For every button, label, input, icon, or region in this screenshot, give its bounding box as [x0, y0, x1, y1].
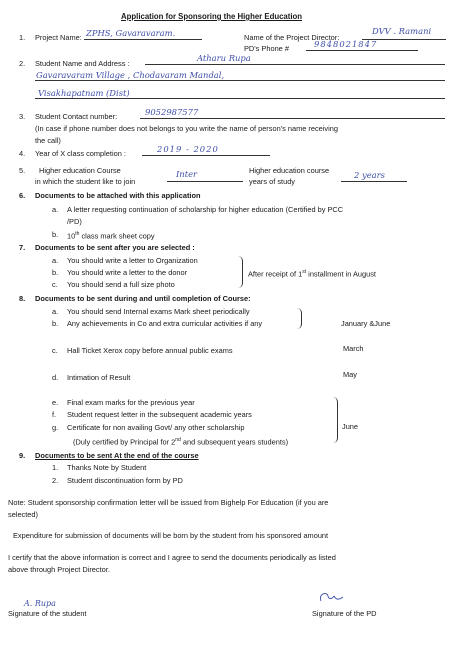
- student-name-line: [145, 64, 445, 65]
- student-name-value[interactable]: Atharu Rupa: [197, 53, 251, 63]
- course-label-cont: in which the student like to join: [35, 177, 136, 186]
- section-heading: Documents to be sent At the end of the course: [35, 451, 199, 460]
- item-number: 4.: [19, 149, 26, 158]
- years-label-cont: years of study: [249, 177, 296, 186]
- project-name-line: [84, 39, 202, 40]
- list-item: Thanks Note by Student: [67, 463, 147, 472]
- list-letter: c.: [52, 346, 58, 355]
- address-line: [35, 98, 445, 99]
- item-number: 1.: [19, 33, 26, 42]
- year-label: Year of X class completion :: [35, 149, 126, 158]
- list-item: Student discontinuation form by PD: [67, 476, 183, 485]
- confirmation-note-cont: selected): [8, 510, 38, 519]
- list-letter: g.: [52, 423, 59, 432]
- section-heading: Documents to be sent during and until completion of Course:: [35, 294, 251, 303]
- course-value[interactable]: Inter: [176, 169, 198, 179]
- brace: [297, 308, 302, 329]
- list-item: A letter requesting continuation of scholarship for higher education (Certified by PCC: [67, 205, 344, 214]
- brace: [332, 397, 338, 443]
- brace: [238, 256, 243, 288]
- page-title: Application for Sponsoring the Higher Education: [121, 12, 303, 21]
- timing: January &June: [341, 319, 391, 328]
- list-letter: b.: [52, 319, 59, 328]
- student-name-label: Student Name and Address :: [35, 59, 130, 68]
- contact-value[interactable]: 9052987577: [145, 107, 199, 117]
- student-signature: A. Rupa: [24, 599, 56, 608]
- year-line: [142, 155, 270, 156]
- list-item: Student request letter in the subsequent academic years: [67, 410, 252, 419]
- pd-signature-label: Signature of the PD: [312, 609, 377, 618]
- item-number: 9.: [19, 451, 26, 460]
- item-number: 7.: [19, 243, 26, 252]
- list-letter: c.: [52, 280, 58, 289]
- list-item: Certificate for non availing Govt/ any other scholarship: [67, 423, 245, 432]
- timing: June: [342, 422, 359, 431]
- course-label: Higher education Course: [39, 166, 121, 175]
- section-heading: Documents to be sent after you are selected :: [35, 243, 195, 252]
- list-letter: f.: [52, 410, 57, 419]
- course-line: [167, 181, 243, 182]
- project-name-value[interactable]: ZPHS, Gavaravaram.: [86, 28, 176, 38]
- installment-note: After receipt of 1st installment in August: [248, 269, 376, 279]
- item-number: 3.: [19, 112, 26, 121]
- project-name-label: Project Name:: [35, 33, 82, 42]
- year-value[interactable]: 2019 - 2020: [157, 144, 219, 154]
- student-address-line-1[interactable]: Gavaravaram Village , Chodavaram Mandal,: [36, 70, 225, 80]
- pd-signature: [318, 590, 346, 606]
- list-letter: a.: [52, 307, 59, 316]
- section-heading: Documents to be attached with this application: [35, 191, 201, 200]
- timing: May: [343, 370, 357, 379]
- contact-note-cont: the call): [35, 136, 61, 145]
- item-number: 8.: [19, 294, 26, 303]
- student-address-line-2[interactable]: Visakhapatnam (Dist): [38, 88, 130, 98]
- list-letter: a.: [52, 256, 59, 265]
- years-line: [341, 181, 407, 182]
- years-label: Higher education course: [249, 166, 330, 175]
- pd-phone-value[interactable]: 9848021847: [314, 39, 378, 49]
- list-item: You should send Internal exams Mark sheet periodically: [67, 307, 250, 316]
- list-letter: d.: [52, 373, 59, 382]
- years-value[interactable]: 2 years: [354, 170, 385, 180]
- confirmation-note: Note: Student sponsorship confirmation letter will be issued from Bighelp For Education (if you are: [8, 498, 329, 507]
- certification-text: I certify that the above information is correct and I agree to send the documents periodically as listed: [8, 553, 336, 562]
- pd-name-label: Name of the Project Director:: [244, 33, 340, 42]
- list-letter: b.: [52, 268, 59, 277]
- list-item: Hall Ticket Xerox copy before annual public exams: [67, 346, 233, 355]
- list-item: You should write a letter to the donor: [67, 268, 188, 277]
- list-item-cont: (Duly certified by Principal for 2nd and subsequent years students): [73, 437, 289, 447]
- list-number: 1.: [52, 463, 59, 472]
- list-item: Intimation of Result: [67, 373, 131, 382]
- timing: March: [343, 344, 364, 353]
- pd-name-value[interactable]: DVV . Ramani: [372, 26, 432, 36]
- contact-label: Student Contact number:: [35, 112, 118, 121]
- contact-line: [140, 118, 445, 119]
- pd-phone-label: PD's Phone #: [244, 44, 289, 53]
- list-item: Any achievements in Co and extra curricular activities if any: [67, 319, 263, 328]
- expenditure-note: Expenditure for submission of documents will be born by the student from his sponsored amount: [13, 531, 329, 540]
- pd-phone-line: [306, 50, 418, 51]
- address-line: [35, 80, 445, 81]
- list-item: You should write a letter to Organization: [67, 256, 198, 265]
- contact-note: (In case if phone number does not belongs to you write the name of person's name receiving: [35, 124, 338, 133]
- list-letter: b.: [52, 230, 59, 239]
- student-signature-label: Signature of the student: [8, 609, 87, 618]
- item-number: 6.: [19, 191, 26, 200]
- list-letter: e.: [52, 398, 59, 407]
- list-item: You should send a full size photo: [67, 280, 175, 289]
- list-item: 10th class mark sheet copy: [67, 231, 155, 241]
- list-letter: a.: [52, 205, 59, 214]
- list-item: Final exam marks for the previous year: [67, 398, 195, 407]
- certification-text-cont: above through Project Director.: [8, 565, 110, 574]
- list-number: 2.: [52, 476, 59, 485]
- item-number: 2.: [19, 59, 26, 68]
- item-number: 5.: [19, 166, 26, 175]
- list-item-cont: /PD): [67, 217, 82, 226]
